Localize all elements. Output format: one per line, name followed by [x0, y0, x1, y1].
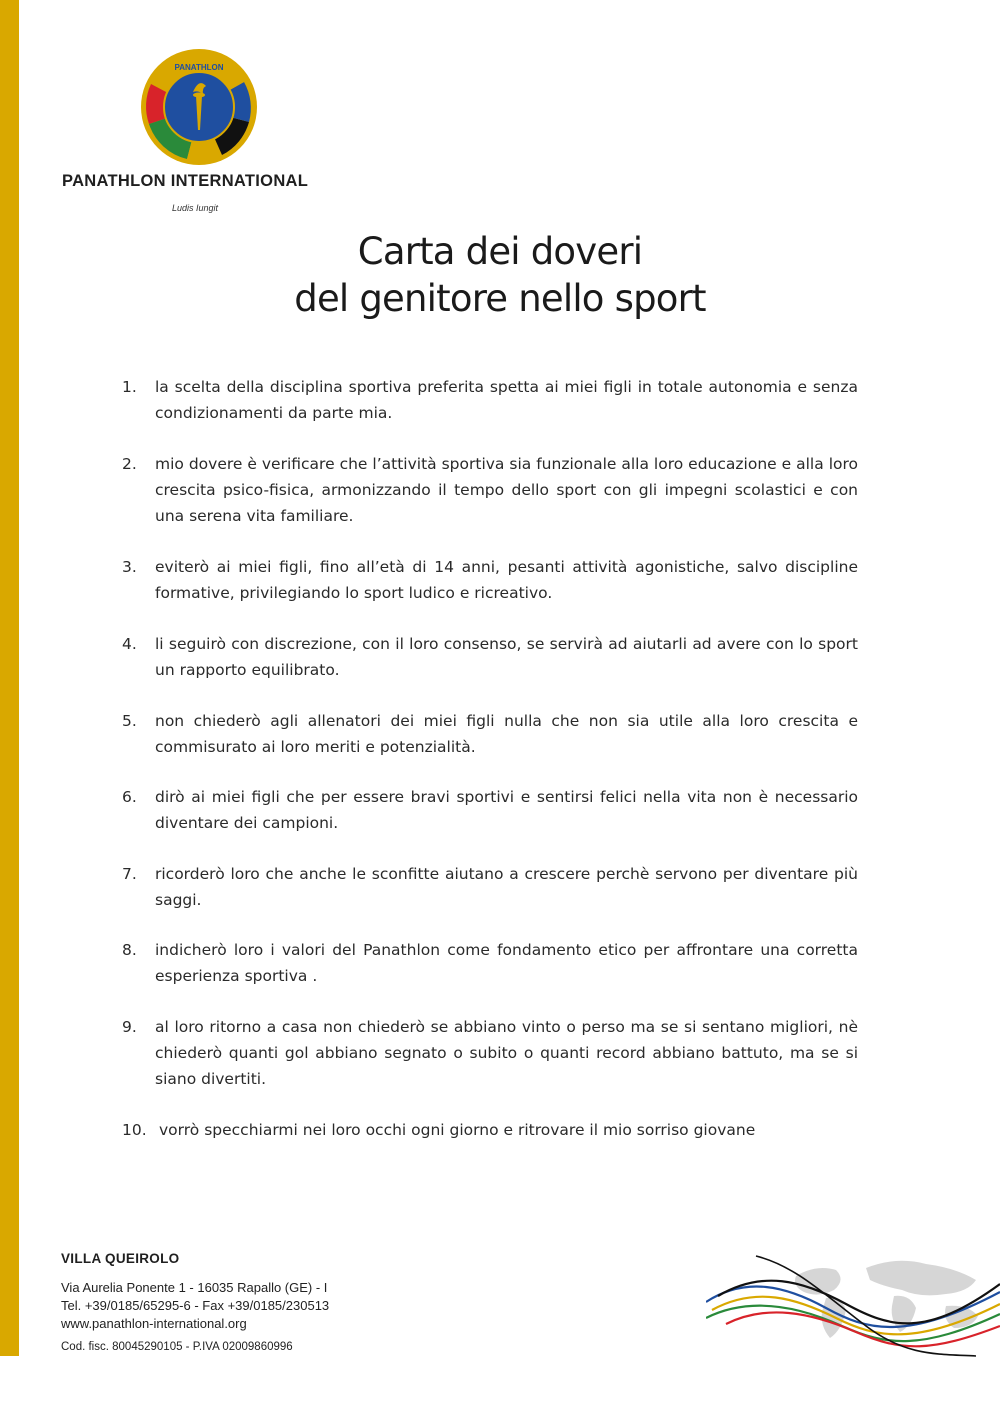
list-item-text: vorrò specchiarmi nei loro occhi ogni giorno e ritrovare il mio sorriso giovane [159, 1121, 756, 1139]
list-item-text: non chiederò agli allenatori dei miei figli nulla che non sia utile alla loro crescita e commisurato ai loro meriti e potenzialità. [155, 712, 858, 756]
logo-ring-text: PANATHLON [174, 63, 224, 72]
list-item-number: 4. [122, 635, 137, 653]
list-item [122, 784, 858, 836]
title-line-1: Carta dei doveri [357, 230, 643, 273]
list-item [122, 937, 858, 989]
list-item-number: 8. [122, 941, 137, 959]
list-item-text: mio dovere è verificare che l’attività sportiva sia funzionale alla loro educazione e alla loro crescita psico-fisica, armonizzando il tempo dello sport con gli impegni scolastici e con una serena vita familiare. [155, 455, 858, 525]
list-item-text: la scelta della disciplina sportiva preferita spetta ai miei figli in totale autonomia e senza condizionamenti da parte mia. [155, 378, 858, 422]
list-item-number: 10. [122, 1121, 147, 1139]
list-item [122, 1014, 858, 1092]
footer-address: Via Aurelia Ponente 1 - 16035 Rapallo (GE) - I [61, 1280, 328, 1295]
page-title [0, 228, 1000, 322]
panathlon-logo [140, 48, 258, 166]
list-item [122, 1117, 858, 1143]
list-item-number: 7. [122, 865, 137, 883]
list-item-text: al loro ritorno a casa non chiederò se abbiano vinto o perso ma se si sentano migliori, nè chiederò quanti gol abbiano segnato o subito o quanti record abbiano battuto, ma se si siano divertiti. [155, 1018, 858, 1088]
list-item-number: 3. [122, 558, 137, 576]
list-item [122, 861, 858, 913]
footer-fiscal-code: Cod. fisc. 80045290105 - P.IVA 02009860996 [61, 1341, 293, 1353]
title-line-2: del genitore nello sport [294, 277, 706, 320]
organization-motto: Ludis Iungit [172, 203, 219, 213]
list-item-number: 2. [122, 455, 137, 473]
list-item-number: 1. [122, 378, 137, 396]
footer-contact-block [61, 1279, 329, 1333]
list-item-text: ricorderò loro che anche le sconfitte aiutano a crescere perchè servono per diventare più saggi. [155, 865, 858, 909]
footer-phone-fax: Tel. +39/0185/65295-6 - Fax +39/0185/230513 [61, 1298, 330, 1313]
list-item-text: indicherò loro i valori del Panathlon come fondamento etico per affrontare una corretta esperienza sportiva . [155, 941, 858, 985]
list-item [122, 451, 858, 529]
left-accent-bar [0, 0, 19, 1356]
list-item-text: dirò ai miei figli che per essere bravi sportivi e sentirsi felici nella vita non è necessario diventare dei campioni. [155, 788, 858, 832]
list-item-text: eviterò ai miei figli, fino all’età di 14 anni, pesanti attività agonistiche, salvo discipline formative, privilegiando lo sport ludico e ricreativo. [155, 558, 858, 602]
list-item [122, 554, 858, 606]
footer-venue-name: VILLA QUEIROLO [61, 1251, 180, 1266]
world-map-waves-graphic [706, 1246, 1000, 1358]
list-item-number: 9. [122, 1018, 137, 1036]
footer-website-link[interactable]: www.panathlon-international.org [61, 1316, 247, 1331]
list-item-number: 5. [122, 712, 137, 730]
organization-name: PANATHLON INTERNATIONAL [62, 172, 309, 190]
list-item [122, 631, 858, 683]
list-item [122, 374, 858, 426]
list-item-number: 6. [122, 788, 137, 806]
list-item [122, 708, 858, 760]
list-item-text: li seguirò con discrezione, con il loro consenso, se servirà ad aiutarli ad avere con lo sport un rapporto equilibrato. [155, 635, 858, 679]
